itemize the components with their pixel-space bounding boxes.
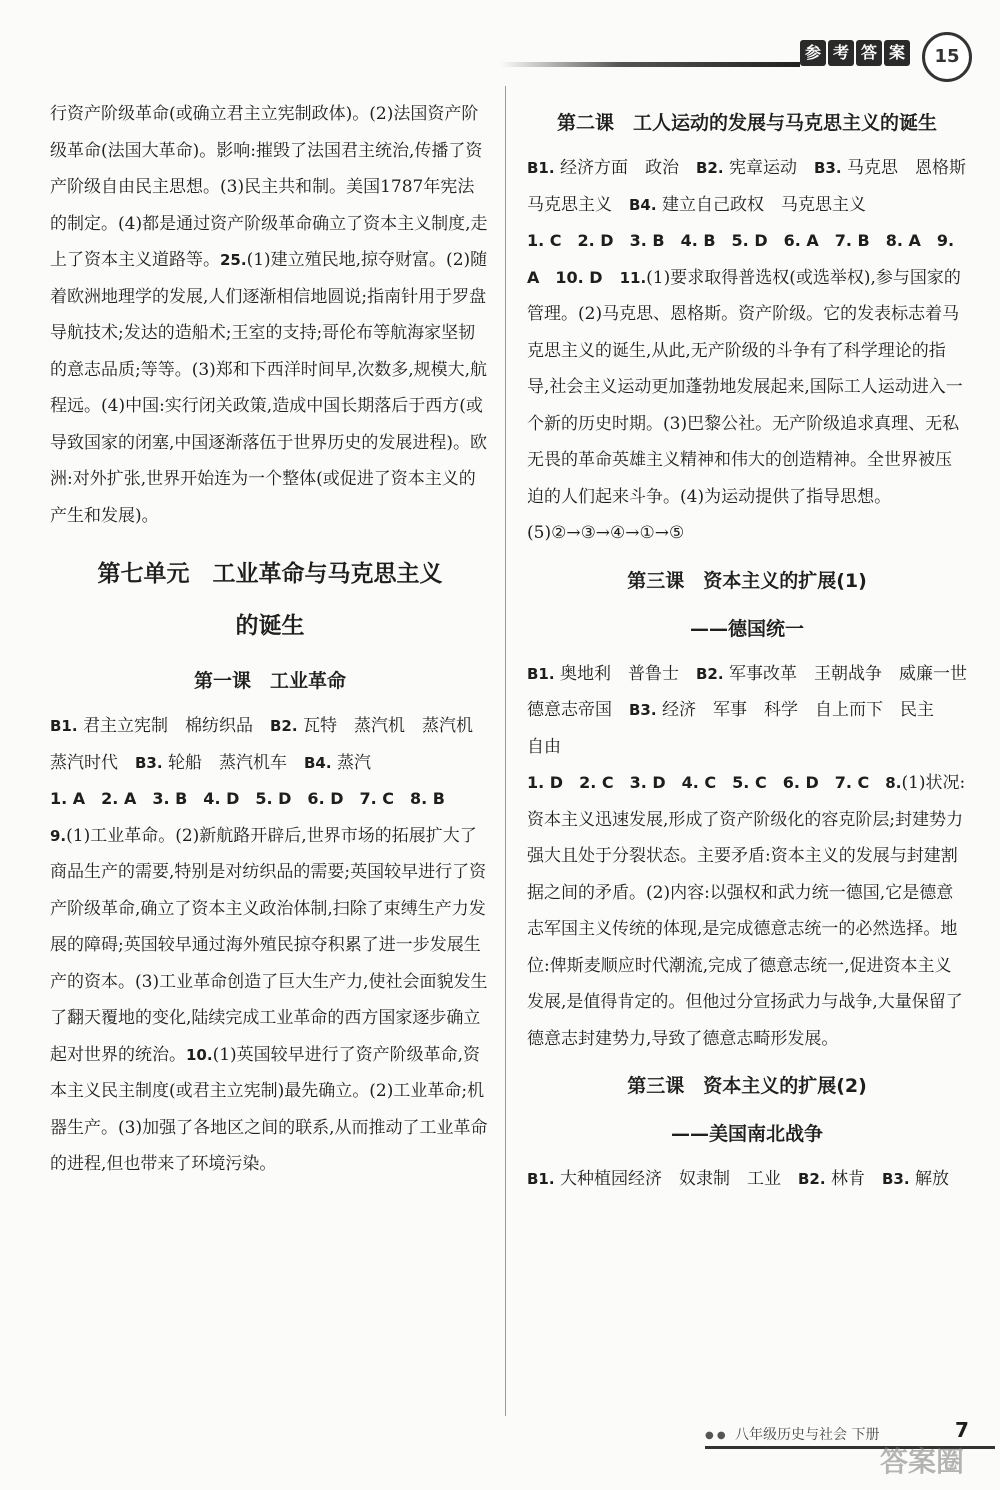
series-logo-icon: 15 (922, 32, 972, 82)
tag-char: 考 (828, 40, 854, 66)
book-title: 八年级历史与社会 下册 (735, 1427, 880, 1443)
tag-char: 答 (856, 40, 882, 66)
lesson-title: 第一课 工业革命 (193, 670, 346, 692)
paragraph: 行资产阶级革命(或确立君主立宪制政体)。(2)法国资产阶级革命(法国大革命)。影响:摧毁了法国君主统治,传播了资产阶级自由民主思想。(3)民主共和制。美国1787年宪法的制定。(4)都是通过资产阶级革命确立了资本主义制度,走上了资本主义道路等。25.(1)建立殖民地,掠夺财富。(2)随着欧洲地理学的发展,人们逐渐相信地圆说;指南针用于罗盘导航技术;发达的造船术;王室的支持;哥伦布等航海家坚韧的意志品质;等等。(3)郑和下西洋时间早,次数多,规模大,航程远。(4)中国:实行闭关政策,造成中国长期落后于西方(或导致国家的闭塞,中国逐渐落伍于世界历史的发展进程)。欧洲:对外扩张,世界开始连为一个整体(或促进了资本主义的产生和发展)。 (50, 104, 488, 526)
choice-answers: 1. A 2. A 3. B 4. D 5. D 6. D 7. C 8. B (50, 789, 445, 808)
question-answer: 1. C 2. D 3. B 4. B 5. D 6. A 7. B 8. A 9. A 10. D 11.(1)要求取得普选权(或选举权),参与国家的管理。(2)马克思、恩格斯。资产阶级。它的发表标志着马克思主义的诞生,从此,无产阶级的斗争有了科学理论的指导,社会主义运动更加蓬勃地发展起来,国际工人运动进入一个新的历史时期。(3)巴黎公社。无产阶级追求真理、无私无畏的革命英雄主义精神和伟大的创造精神。全世界被压迫的人们起来斗争。(4)为运动提供了指导思想。 (527, 231, 963, 507)
right-column (527, 96, 984, 1198)
question-answer: 1. D 2. C 3. D 4. C 5. C 6. D 7. C 8.(1)状况:资本主义迅速发展,形成了资产阶级化的容克阶层;封建势力强大且处于分裂状态。主要矛盾:资本主义的发展与封建割据之间的矛盾。(2)内容:以强权和武力统一德国,它是德意志军国主义传统的体现,是完成德意志统一的必然选择。地位:俾斯麦顺应时代潮流,完成了德意志统一,促进资本主义发展,是值得肯定的。但他过分宣扬武力与战争,大量保留了德意志封建势力,导致了德意志畸形发展。 (527, 773, 966, 1049)
fill-answers: B1. 经济方面 政治 B2. 宪章运动 B3. 马克思 恩格斯 马克思主义 B4. 建立自己政权 马克思主义 (527, 158, 983, 215)
watermark-logo: 答案圈 (880, 1445, 965, 1478)
left-column (50, 96, 490, 1183)
tag-char: 案 (884, 40, 910, 66)
sequence-answer: (5)②→③→④→①→⑤ (527, 523, 685, 543)
lesson-title: 第二课 工人运动的发展与马克思主义的诞生 (556, 112, 937, 134)
header-rule (500, 62, 800, 67)
footer-dots: ● ● (705, 1430, 726, 1441)
page-number: 7 (955, 1418, 969, 1442)
fill-answers: B1. 大种植园经济 奴隶制 工业 B2. 林肯 B3. 解放 (527, 1169, 949, 1189)
lesson-subtitle: ——美国南北战争 (670, 1123, 823, 1145)
fill-answers: B1. 奥地利 普鲁士 B2. 军事改革 王朝战争 威廉一世 德意志帝国 B3. 经济 军事 科学 自上而下 民主 自由 (527, 663, 984, 757)
tag-char: 参 (800, 40, 826, 66)
column-divider (505, 86, 506, 1416)
question-answer: 9.(1)工业革命。(2)新航路开辟后,世界市场的拓展扩大了商品生产的需要,特别是对纺织品的需要;英国较早进行了资产阶级革命,确立了资本主义政治体制,扫除了束缚生产力发展的障碍;英国较早通过海外殖民掠夺积累了进一步发展生产的资本。(3)工业革命创造了巨大生产力,使社会面貌发生了翻天覆地的变化,陆续完成工业革命的西方国家逐步确立起对世界的统治。10.(1)英国较早进行了资产阶级革命,资本主义民主制度(或君主立宪制)最先确立。(2)工业革命;机器生产。(3)加强了各地区之间的联系,从而推动了工业革命的进程,但也带来了环境污染。 (50, 825, 488, 1174)
lesson-title: 第三课 资本主义的扩展(2) (627, 1075, 867, 1097)
lesson-subtitle: ——德国统一 (689, 617, 804, 640)
fill-answers: B1. 君主立宪制 棉纺织品 B2. 瓦特 蒸汽机 蒸汽机 蒸汽时代 B3. 轮船 蒸汽机车 B4. 蒸汽 (50, 716, 490, 773)
answer-key-tag (800, 40, 910, 68)
unit-title: 第七单元 工业革命与马克思主义 的诞生 (97, 561, 443, 639)
lesson-title: 第三课 资本主义的扩展(1) (627, 569, 867, 592)
